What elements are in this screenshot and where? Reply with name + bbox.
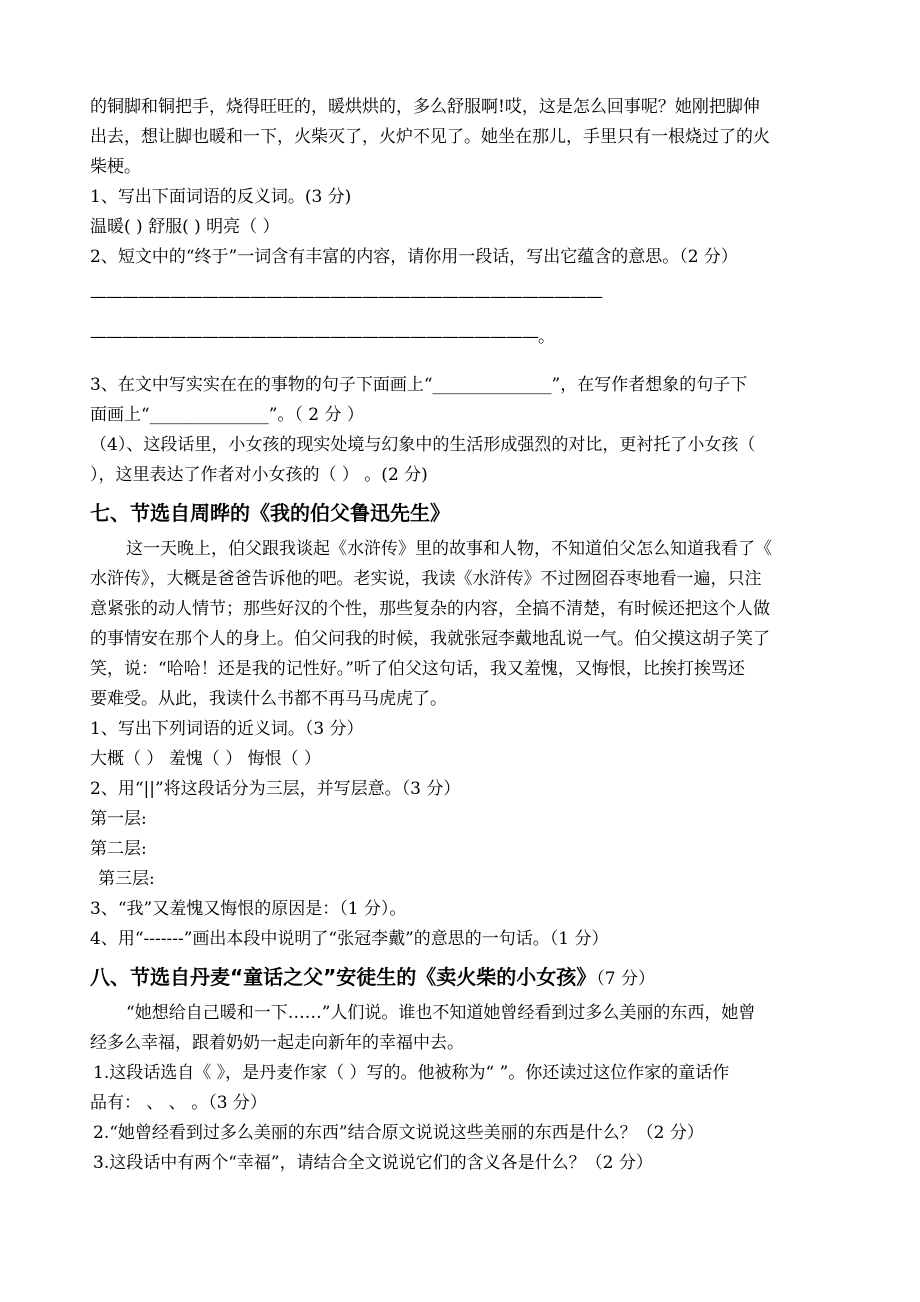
section-7-passage — [90, 534, 835, 714]
section-8-title: 八、节选自丹麦“童话之父”安徒生的《卖火柴的小女孩》 — [90, 965, 597, 989]
passage-line: 要难受。从此，我读什么书都不再马马虎虎了。 — [90, 689, 447, 709]
section-8-passage — [90, 998, 835, 1058]
document-page — [90, 92, 835, 1178]
s6-question-4: （4）、这段话里，小女孩的现实处境与幻象中的生活形成强烈的对比，更衬托了小女孩（ — [90, 435, 756, 455]
s7-question-1-items: 大概（ ） 羞愧（ ） 悔恨（ ） — [90, 749, 322, 769]
s6-question-3-cont: 面画上“______________”。（ 2 分 ） — [90, 405, 364, 425]
s6-question-4-cont: ），这里表达了作者对小女孩的（ ） 。(2 分) — [90, 465, 428, 485]
section-8-questions — [90, 1058, 835, 1178]
s7-question-2: 2、用“||”将这段话分为三层，并写层意。（3 分） — [90, 779, 461, 799]
intro-passage — [90, 92, 835, 182]
section-7-heading: 七、节选自周晔的《我的伯父鲁迅先生》 — [90, 501, 450, 525]
s6-question-1: 1、写出下面词语的反义词。(3 分) — [90, 187, 352, 207]
answer-blank-line: ———————————————————————————————— — [90, 287, 602, 307]
section-8-score: （7 分） — [596, 969, 656, 989]
passage-line: 经多么幸福，跟着奶奶一起走向新年的幸福中去。 — [90, 1033, 464, 1053]
s7-layer-3: 第三层: — [98, 869, 155, 889]
s8-question-1: 1.这段话选自《 》，是丹麦作家（ ）写的。他被称为“ ”。你还读过这位作家的童话作 — [93, 1063, 730, 1083]
passage-line: 的事情安在那个人的身上。伯父问我的时候，我就张冠李戴地乱说一气。伯父摸这胡子笑了 — [90, 629, 770, 649]
s8-question-3: 3.这段话中有两个“幸福”，请结合全文说说它们的含义各是什么？（2 分） — [93, 1153, 653, 1173]
s8-question-1-cont: 品有： 、 、 。（3 分） — [90, 1093, 267, 1113]
s6-question-2: 2、短文中的“终于”一词含有丰富的内容，请你用一段话，写出它蕴含的意思。（2 分） — [90, 247, 738, 267]
s6-question-1-items: 温暖( ) 舒服( ) 明亮（ ） — [90, 217, 280, 237]
s7-question-3: 3、“我”又羞愧又悔恨的原因是：（1 分）。 — [90, 899, 407, 919]
s7-layer-2: 第二层: — [90, 839, 147, 859]
passage-line: 水浒传》，大概是爸爸告诉他的吧。老实说，我读《水浒传》不过囫囵吞枣地看一遍，只注 — [90, 569, 762, 589]
intro-line: 出去，想让脚也暖和一下，火柴灭了，火炉不见了。她坐在那儿，手里只有一根烧过了的火 — [90, 127, 770, 147]
section-6-questions — [90, 182, 835, 490]
s7-question-1: 1、写出下列词语的近义词。（3 分） — [90, 719, 364, 739]
passage-line: 意紧张的动人情节；那些好汉的个性，那些复杂的内容，全搞不清楚，有时候还把这个人做 — [90, 599, 770, 619]
intro-line: 柴梗。 — [90, 157, 141, 177]
s6-question-3: 3、在文中写实实在在的事物的句子下面画上“______________”，在写作者想象的句子下 — [90, 375, 748, 395]
section-7-questions — [90, 714, 835, 954]
s7-layer-1: 第一层: — [90, 809, 147, 829]
passage-line: 笑，说：“哈哈！还是我的记性好。”听了伯父这句话，我又羞愧，又悔恨，比挨打挨骂还 — [90, 659, 745, 679]
section-8-heading — [90, 960, 835, 994]
passage-line: 这一天晚上，伯父跟我谈起《水浒传》里的故事和人物，不知道伯父怎么知道我看了《 — [126, 539, 772, 559]
s8-question-2: 2.“她曾经看到过多么美丽的东西”结合原文说说这些美丽的东西是什么？（2 分） — [93, 1123, 704, 1143]
answer-blank-line: ————————————————————————————。 — [90, 327, 554, 347]
s7-question-4: 4、用“-------”画出本段中说明了“张冠李戴”的意思的一句话。（1 分） — [90, 929, 609, 949]
passage-line: “她想给自己暖和一下……”人们说。谁也不知道她曾经看到过多么美丽的东西，她曾 — [126, 1003, 756, 1023]
intro-line: 的铜脚和铜把手，烧得旺旺的，暖烘烘的，多么舒服啊!哎，这是怎么回事呢？她刚把脚伸 — [90, 97, 760, 117]
